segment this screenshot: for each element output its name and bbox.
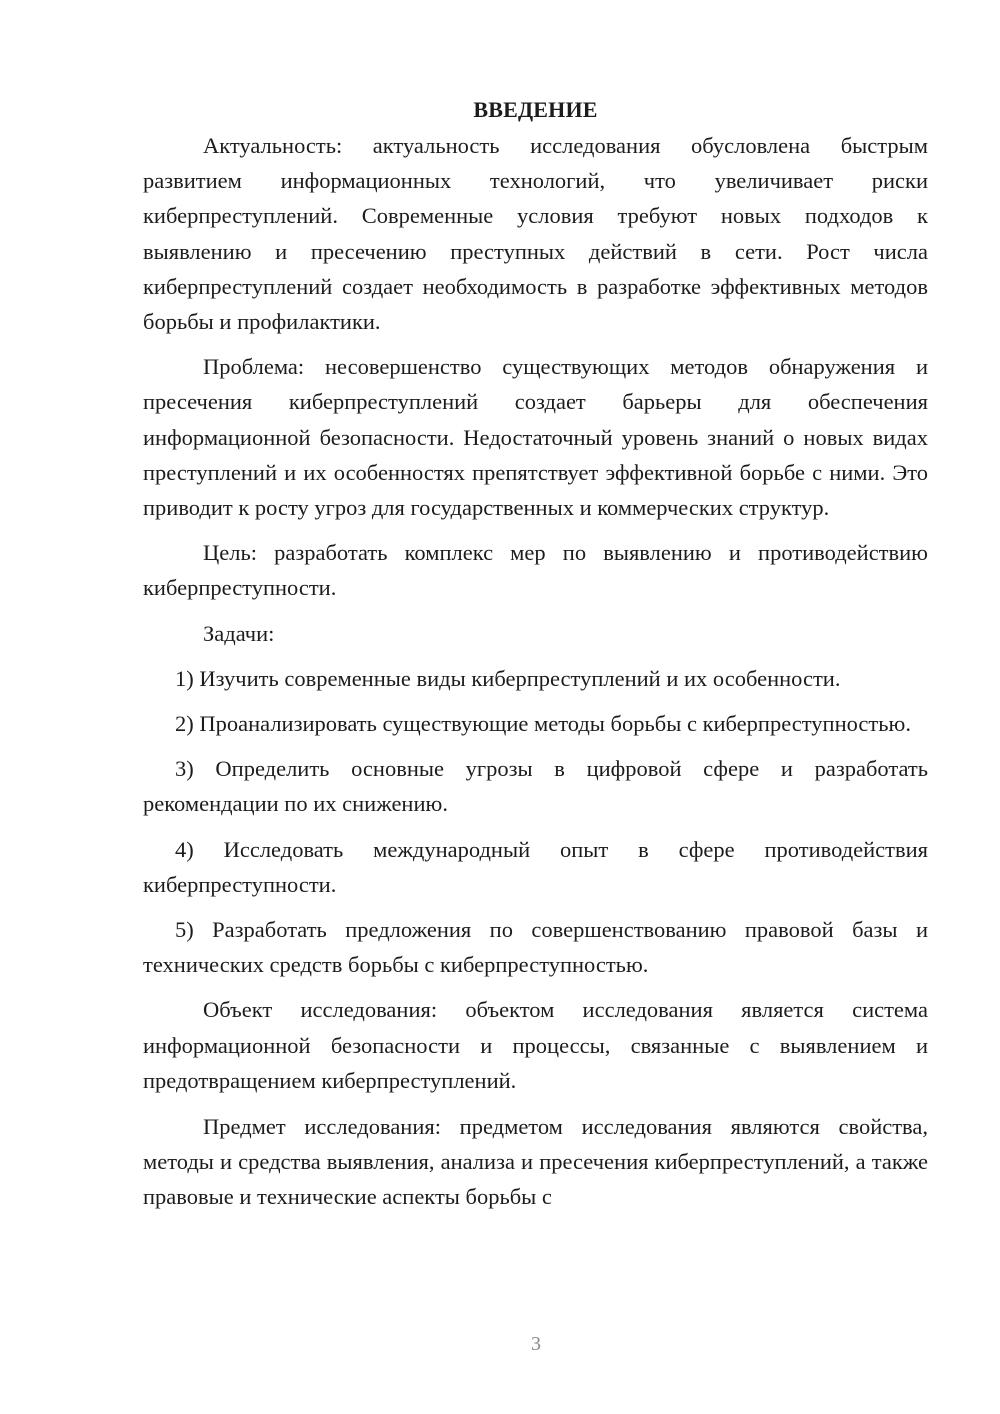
- task-item-1: 1) Изучить современные виды киберпреступлений и их особенности.: [175, 665, 841, 691]
- task-item-5: 5) Разработать предложения по совершенствованию правовой базы и технических средств борьбы с киберпреступностью.: [143, 917, 928, 978]
- task-item-3: 3) Определить основные угрозы в цифровой сфере и разработать рекомендации по их снижению.: [143, 756, 928, 817]
- task-item-4: 4) Исследовать международный опыт в сфере противодействия киберпреступности.: [143, 836, 928, 897]
- paragraph-goal: Цель: разработать комплекс мер по выявлению и противодействию киберпреступности.: [143, 540, 928, 601]
- paragraph-subject: Предмет исследования: предметом исследования являются свойства, методы и средства выявления, анализа и пресечения киберпреступлений, а также правовые и технические аспекты борьбы с: [143, 1114, 928, 1210]
- document-page: [143, 92, 928, 1215]
- task-item-2: 2) Проанализировать существующие методы борьбы с киберпреступностью.: [175, 711, 911, 737]
- paragraph-problem: Проблема: несовершенство существующих методов обнаружения и пресечения киберпреступлений создает барьеры для обеспечения информационной безопасности. Недостаточный уровень знаний о новых видах преступлений и их особенностях препятствует эффективной борьбе с ними. Это приводит к росту угроз для государственных и коммерческих структур.: [143, 354, 928, 521]
- page-number: 3: [531, 1333, 541, 1355]
- section-title: ВВЕДЕНИЕ: [473, 97, 598, 122]
- tasks-heading: Задачи:: [203, 620, 275, 646]
- paragraph-object: Объект исследования: объектом исследования является система информационной безопасности и процессы, связанные с выявлением и предотвращением киберпреступлений.: [143, 997, 928, 1093]
- paragraph-relevance: Актуальность: актуальность исследования обусловлена быстрым развитием информационных технологий, что увеличивает риски киберпреступлений. Современные условия требуют новых подходов к выявлению и пресечению преступных действий в сети. Рост числа киберпреступлений создает необходимость в разработке эффективных методов борьбы и профилактики.: [143, 133, 928, 335]
